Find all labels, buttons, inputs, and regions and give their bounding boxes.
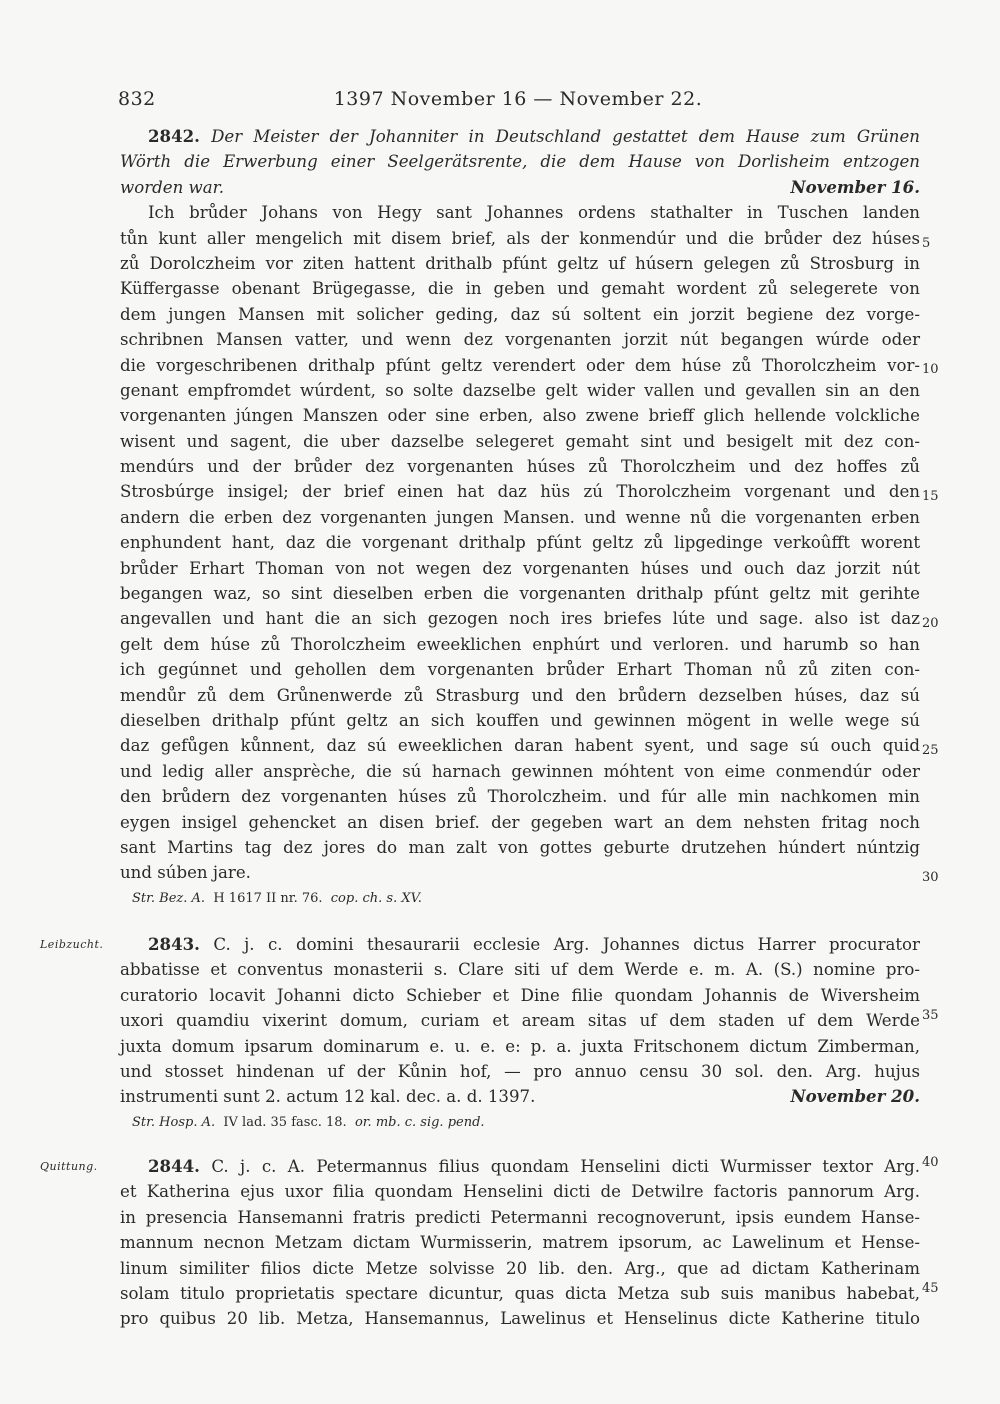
line-number: 15 [922,489,939,504]
line-number: 25 [922,743,939,758]
text-line: angevallen und hant die an sich gezogen noch ires briefes lúte und sage. also ist daz [120,609,920,629]
text-line: und stosset hindenan uf der Kůnin hof, — pro annuo censu 30 sol. den. Arg. hujus [120,1061,920,1081]
text-line: zů Dorolczheim vor ziten hattent drithalb pfúnt geltz uf húsern gelegen zů Strosburg in [120,253,920,273]
text-line: wisent und sagent, die uber dazselbe selegeret gemaht sint und besigelt mit dez con- [120,431,920,451]
text-line: die vorgeschribenen drithalp pfúnt geltz verendert oder dem húse zů Thorolczheim vor- [120,355,920,375]
text-line: instrumenti sunt 2. actum 12 kal. dec. a. d. 1397. November 20. [120,1084,920,1109]
text-line: dieselben drithalp pfúnt geltz an sich kouffen und gewinnen mögent in welle wege sú [120,710,920,730]
line-number: 35 [922,1008,939,1023]
text-line: pro quibus 20 lib. Metza, Hansemannus, Lawelinus et Henselinus dicte Katherine titulo [120,1309,920,1329]
line-number: 30 [922,870,939,885]
text-line: curatorio locavit Johanni dicto Schieber et Dine filie quondam Johannis de Wiversheim [120,985,920,1005]
entry-number: 2842. [148,126,200,146]
text-line: vorgenanten júngen Manszen oder sine erben, also zwene brieff glich hellende volckliche [120,406,920,426]
text-line: Küffergasse obenant Brügegasse, die in geben und gemaht wordent zů selegerete von [120,279,920,299]
text-line: mendůr zů dem Grůnenwerde zů Strasburg und den brůdern dezselben húses, daz sú [120,685,920,705]
text-line: enphundent hant, daz die vorgenant drithalp pfúnt geltz zů lipgedinge verkoûfft worent [120,533,920,553]
page-number: 832 [118,88,156,110]
regest-line: worden war. November 16. [120,175,920,200]
text-line: ich gegúnnet und gehollen dem vorgenanten brůder Erhart Thoman nů zů ziten con- [120,660,920,680]
line-number: 45 [922,1281,939,1296]
side-note-leibzucht: Leibzucht. [40,938,104,951]
running-title: 1397 November 16 — November 22. [333,88,703,110]
entry-2843 [120,932,920,1135]
text-line: linum similiter filios dicte Metze solvisse 20 lib. den. Arg., que ad dictam Katherinam [120,1258,920,1278]
entry-2844 [120,1154,920,1332]
entry-date: November 16. [790,176,920,197]
text-line: genant empfromdet wúrdent, so solte dazselbe gelt wider vallen und gevallen sin an den [120,380,920,400]
entry-2842 [120,124,920,911]
text-line: mendúrs und der brůder dez vorgenanten húses zů Thorolczheim und dez hoffes zů [120,457,920,477]
side-note-quittung: Quittung. [40,1160,98,1173]
text-line: sant Martins tag dez jores do man zalt von gottes geburte drutzehen húndert núntzig [120,837,920,857]
page-header [118,88,918,118]
entry-date: November 20. [790,1086,920,1107]
source-reference: Str. Bez. A. H 1617 II nr. 76. cop. ch. s. XV. [132,890,422,906]
text-line: dem jungen Mansen mit solicher geding, daz sú soltent ein jorzit begiene dez vorge- [120,304,920,324]
line-number: 10 [922,362,939,377]
text-line: juxta domum ipsarum dominarum e. u. e. e: p. a. juxta Fritschonem dictum Zimberman, [120,1036,920,1056]
text-line: daz gefůgen kůnnent, daz sú eweeklichen daran habent syent, und sage sú ouch quid [120,736,920,756]
text-line: schribnen Mansen vatter, und wenn dez vorgenanten jorzit nút begangen wúrde oder [120,330,920,350]
text-line: Strosbúrge insigel; der brief einen hat daz hüs zú Thorolczheim vorgenant und den [120,482,920,502]
text-line: 2844. C. j. c. A. Petermannus filius quondam Henselini dicti Wurmisser textor Arg. [148,1156,920,1176]
text-line: abbatisse et conventus monasterii s. Clare siti uf dem Werde e. m. A. (S.) nomine pro- [120,960,920,980]
text-line: et Katherina ejus uxor filia quondam Henselini dicti de Detwilre factoris pannorum Arg. [120,1182,920,1202]
text-line: in presencia Hansemanni fratris predicti Petermanni recognoverunt, ipsis eundem Hanse- [120,1207,920,1227]
line-number: 20 [922,616,939,631]
entry-number: 2844. [148,1156,200,1176]
line-number: 40 [922,1155,939,1170]
regest-line: 2842. Der Meister der Johanniter in Deutschland gestattet dem Hause zum Grünen [148,126,920,146]
text-line: Ich brůder Johans von Hegy sant Johannes ordens stathalter in Tuschen landen [148,203,920,223]
source-reference: Str. Hosp. A. IV lad. 35 fasc. 18. or. mb. c. sig. pend. [132,1114,485,1130]
text-line: gelt dem húse zů Thorolczheim eweeklichen enphúrt und verloren. und harumb so han [120,634,920,654]
text-line: 2843. C. j. c. domini thesaurarii ecclesie Arg. Johannes dictus Harrer procurator [148,934,920,954]
text-line: eygen insigel gehencket an disen brief. der gegeben wart an dem nehsten fritag noch [120,812,920,832]
text-line: brůder Erhart Thoman von not wegen dez vorgenanten húses und ouch daz jorzit nút [120,558,920,578]
text-line: und súben jare. [120,863,251,883]
text-line: mannum necnon Metzam dictam Wurmisserin, matrem ipsorum, ac Lawelinum et Hense- [120,1233,920,1253]
text-line: uxori quamdiu vixerint domum, curiam et aream sitas uf dem staden uf dem Werde [120,1011,920,1031]
text-line: begangen waz, so sint dieselben erben die vorgenanten drithalp pfúnt geltz mit gerihte [120,584,920,604]
entry-number: 2843. [148,934,200,954]
text-line: und ledig aller ansprèche, die sú harnach gewinnen móhtent von eime conmendúr oder [120,761,920,781]
text-line: andern die erben dez vorgenanten jungen Mansen. und wenne nů die vorgenanten erben [120,507,920,527]
regest-line: Wörth die Erwerbung einer Seelgerätsrente, die dem Hause von Dorlisheim entzogen [120,152,920,172]
line-number: 5 [922,236,931,251]
text-line: den brůdern dez vorgenanten húses zů Thorolczheim. und fúr alle min nachkomen min [120,787,920,807]
text-line: solam titulo proprietatis spectare dicuntur, quas dicta Metza sub suis manibus habebat, [120,1283,920,1303]
text-line: tůn kunt aller mengelich mit disem brief, als der konmendúr und die brůder dez húses [120,228,920,248]
